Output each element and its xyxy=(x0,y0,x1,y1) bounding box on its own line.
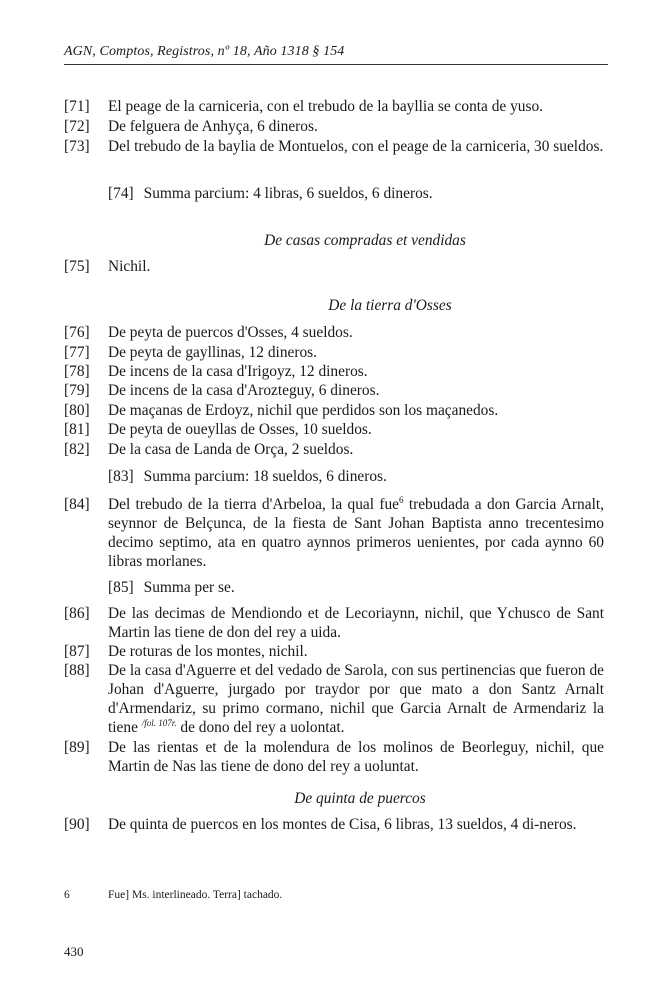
entry-90 xyxy=(64,815,604,834)
entry-number: [72] xyxy=(64,118,90,135)
entry-text: De peyta de oueyllas de Osses, 10 sueldos. xyxy=(108,421,372,438)
header-rule xyxy=(64,64,608,65)
footnote-number: 6 xyxy=(64,889,70,901)
entry-number: [78] xyxy=(64,363,90,380)
section-heading-quinta: De quinta de puercos xyxy=(294,790,426,807)
entry-88 xyxy=(64,661,604,737)
running-header: AGN, Comptos, Registros, nº 18, Año 1318 § 154 xyxy=(64,44,345,59)
entry-81 xyxy=(64,420,604,439)
entry-82 xyxy=(64,440,604,459)
entry-text: Nichil. xyxy=(108,258,151,275)
entry-number: [85] xyxy=(108,579,134,596)
entry-number: [84] xyxy=(64,496,90,513)
entry-number: [89] xyxy=(64,739,90,756)
entry-number: [88] xyxy=(64,662,90,679)
entry-text: Summa parcium: 18 sueldos, 6 dineros. xyxy=(143,468,387,485)
entry-text: De felguera de Anhyça, 6 dineros. xyxy=(108,118,318,135)
entry-86 xyxy=(64,604,604,642)
entry-text: Del trebudo de la tierra d'Arbeloa, la qual fue$^6$ trebudada a don Garcia Arnalt, seynnor de Belçunca, de la fiesta de Sant Johan Baptista anno trecentesimo decimo septimo, ata en quatro aynnos primeros uenientes, por cada aynno 60 libras morlanes. xyxy=(108,494,604,570)
entry-text: De peyta de gayllinas, 12 dineros. xyxy=(108,344,317,361)
entry-text: Summa per se. xyxy=(143,579,235,596)
entry-87 xyxy=(64,642,604,661)
entry-text: De roturas de los montes, nichil. xyxy=(108,643,308,660)
entry-text: De incens de la casa d'Irigoyz, 12 dineros. xyxy=(108,363,368,380)
entry-number: [77] xyxy=(64,344,90,361)
entry-text: De las decimas de Mendiondo et de Lecoriaynn, nichil, que Ychusco de Sant Martin las tiene de don del rey a uida. xyxy=(108,605,604,641)
entry-76 xyxy=(64,323,604,342)
entry-83 xyxy=(108,467,387,486)
entry-79 xyxy=(64,381,604,400)
entry-text: De las rientas et de la molendura de los molinos de Beorleguy, nichil, que Martin de Nas las tiene de dono del rey a uoluntat. xyxy=(108,739,604,775)
footnote-marker: 6 xyxy=(399,494,404,505)
section-heading-osses: De la tierra d'Osses xyxy=(328,297,452,314)
entry-84 xyxy=(64,495,604,571)
entry-75 xyxy=(64,257,604,276)
entry-73 xyxy=(64,137,604,156)
entry-78 xyxy=(64,362,604,381)
entry-number: [74] xyxy=(108,185,134,202)
entry-number: [76] xyxy=(64,324,90,341)
entry-number: [75] xyxy=(64,258,90,275)
entry-text: De la casa de Landa de Orça, 2 sueldos. xyxy=(108,441,354,458)
entry-71 xyxy=(64,97,604,116)
folio-marker: /fol. 107r. xyxy=(141,717,177,728)
entry-89 xyxy=(64,738,604,776)
entry-number: [86] xyxy=(64,605,90,622)
entry-number: [90] xyxy=(64,816,90,833)
entry-text: De quinta de puercos en los montes de Cisa, 6 libras, 13 sueldos, 4 di-neros. xyxy=(108,816,577,833)
entry-number: [82] xyxy=(64,441,90,458)
entry-text: Summa parcium: 4 libras, 6 sueldos, 6 dineros. xyxy=(143,185,433,202)
entry-text: De peyta de puercos d'Osses, 4 sueldos. xyxy=(108,324,353,341)
entry-number: [83] xyxy=(108,468,134,485)
entry-85 xyxy=(108,578,235,597)
entry-number: [79] xyxy=(64,382,90,399)
section-heading-casas: De casas compradas et vendidas xyxy=(264,232,466,249)
entry-number: [71] xyxy=(64,98,90,115)
entry-number: [73] xyxy=(64,138,90,155)
entry-72 xyxy=(64,117,604,136)
entry-number: [87] xyxy=(64,643,90,660)
entry-text: De incens de la casa d'Arozteguy, 6 dineros. xyxy=(108,382,380,399)
page-number: 430 xyxy=(64,944,84,959)
entry-number: [80] xyxy=(64,402,90,419)
entry-80 xyxy=(64,401,604,420)
entry-text: De maçanas de Erdoyz, nichil que perdidos son los maçanedos. xyxy=(108,402,499,419)
entry-77 xyxy=(64,343,604,362)
entry-number: [81] xyxy=(64,421,90,438)
footnote xyxy=(64,889,282,901)
entry-74 xyxy=(108,184,433,203)
entry-text: Del trebudo de la baylia de Montuelos, con el peage de la carniceria, 30 sueldos. xyxy=(108,138,604,155)
entry-text: El peage de la carniceria, con el trebudo de la bayllia se conta de yuso. xyxy=(108,98,544,115)
footnote-text: Fue] Ms. interlineado. Terra] tachado. xyxy=(108,889,283,901)
entry-text: De la casa d'Aguerre et del vedado de Sarola, con sus pertinencias que fueron de Johan d'Aguerre, jurgado por traydor por que mato a don Santz Arnalt d'Armendariz, su primo cormano, nichil que Garcia Arnalt de Armendariz la tiene $^{/fol. 107r.}$ de dono del rey a uolontat. xyxy=(108,662,604,736)
